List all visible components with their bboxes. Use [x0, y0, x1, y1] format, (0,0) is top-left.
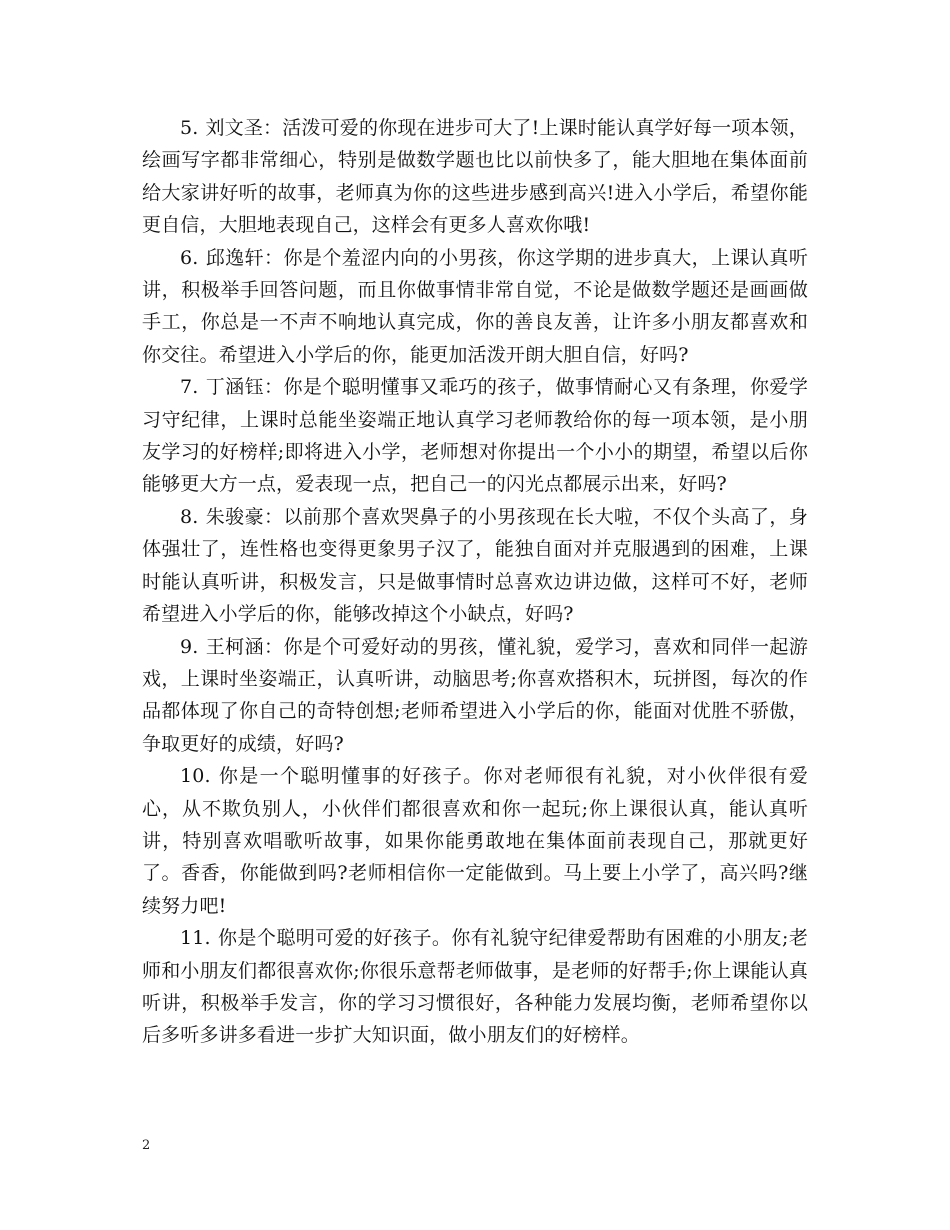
paragraph-text: 王柯涵：你是个可爱好动的男孩，懂礼貌，爱学习，喜欢和同伴一起游戏，上课时坐姿端正，认真听讲，动脑思考;你喜欢搭积木，玩拼图，每次的作品都体现了你自己的奇特创想;老师希望进入小学后的你，能面对优胜不骄傲，争取更好的成绩，好吗?: [142, 635, 808, 755]
comment-paragraph: [142, 242, 808, 372]
paragraph-number: 10.: [180, 765, 211, 788]
comment-paragraph: [142, 760, 808, 922]
paragraph-text: 你是个聪明可爱的好孩子。你有礼貌守纪律爱帮助有困难的小朋友;老师和小朋友们都很喜欢你;你很乐意帮老师做事，是老师的好帮手;你上课能认真听讲，积极举手发言，你的学习习惯很好，各种能力发展均衡，老师希望你以后多听多讲多看进一步扩大知识面，做小朋友们的好榜样。: [142, 927, 808, 1047]
paragraph-number: 6.: [180, 246, 199, 269]
paragraph-text: 你是一个聪明懂事的好孩子。你对老师很有礼貌，对小伙伴很有爱心，从不欺负别人，小伙伴们都很喜欢和你一起玩;你上课很认真，能认真听讲，特别喜欢唱歌听故事，如果你能勇敢地在集体面前表现自己，那就更好了。香香，你能做到吗?老师相信你一定能做到。马上要上小学了，高兴吗?继续努力吧!: [142, 765, 808, 917]
comment-paragraph: [142, 501, 808, 631]
paragraph-text: 刘文圣：活泼可爱的你现在进步可大了!上课时能认真学好每一项本领，绘画写字都非常细心，特别是做数学题也比以前快多了，能大胆地在集体面前给大家讲好听的故事，老师真为你的这些进步感到高兴!进入小学后，希望你能更自信，大胆地表现自己，这样会有更多人喜欢你哦!: [142, 117, 808, 237]
document-body: [142, 112, 808, 1052]
paragraph-text: 邱逸轩：你是个羞涩内向的小男孩，你这学期的进步真大，上课认真听讲，积极举手回答问题，而且你做事情非常自觉，不论是做数学题还是画画做手工，你总是一不声不响地认真完成，你的善良友善，让许多小朋友都喜欢和你交往。希望进入小学后的你，能更加活泼开朗大胆自信，好吗?: [142, 246, 808, 366]
paragraph-number: 7.: [180, 376, 199, 399]
paragraph-number: 5.: [180, 117, 199, 139]
paragraph-number: 8.: [180, 505, 199, 528]
paragraph-number: 11.: [180, 927, 211, 950]
comment-paragraph: [142, 922, 808, 1052]
comment-paragraph: [142, 371, 808, 501]
paragraph-text: 朱骏豪：以前那个喜欢哭鼻子的小男孩现在长大啦，不仅个头高了，身体强壮了，连性格也变得更象男子汉了，能独自面对并克服遇到的困难，上课时能认真听讲，积极发言，只是做事情时总喜欢边讲边做，这样可不好，老师希望进入小学后的你，能够改掉这个小缺点，好吗?: [142, 505, 808, 626]
paragraph-text: 丁涵钰：你是个聪明懂事又乖巧的孩子，做事情耐心又有条理，你爱学习守纪律，上课时总能坐姿端正地认真学习老师教给你的每一项本领，是小朋友学习的好榜样;即将进入小学，老师想对你提出一个小小的期望，希望以后你能够更大方一点，爱表现一点，把自己一的闪光点都展示出来，好吗?: [142, 376, 808, 496]
comment-paragraph: [142, 631, 808, 761]
page-number: 2: [142, 1138, 151, 1153]
comment-paragraph: [142, 112, 808, 242]
paragraph-number: 9.: [180, 635, 199, 658]
